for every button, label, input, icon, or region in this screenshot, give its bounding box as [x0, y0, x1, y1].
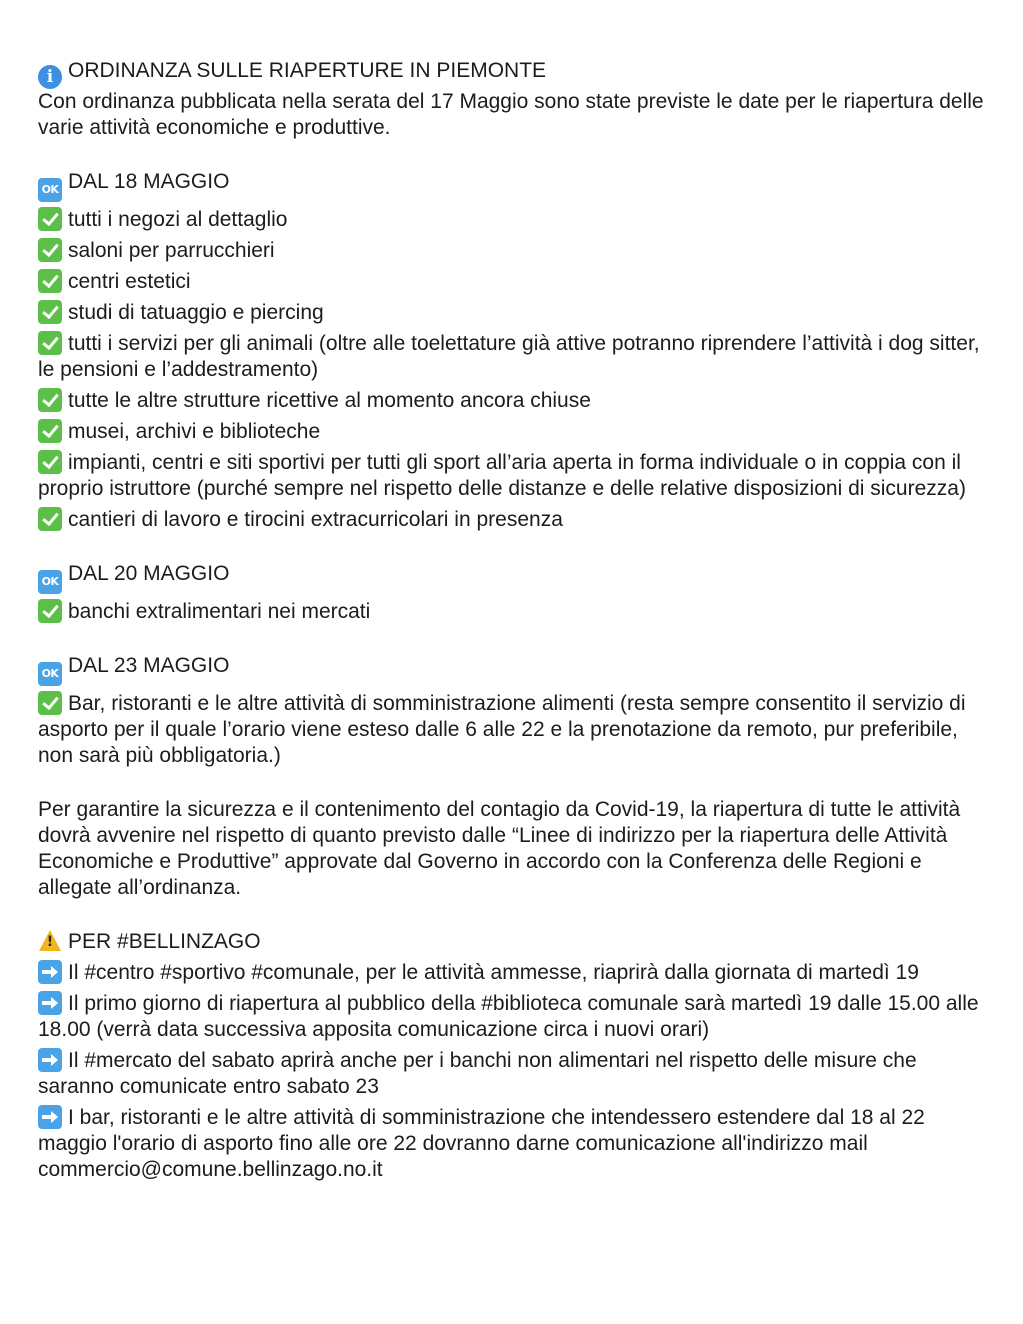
spacer: [38, 769, 993, 797]
ok-button-icon: OK: [38, 178, 62, 202]
title-block: [38, 58, 993, 141]
check-mark-button-icon: [38, 419, 62, 443]
list-item: [38, 599, 993, 625]
section-20-maggio: [38, 561, 993, 625]
check-mark-button-icon: [38, 691, 62, 715]
list-item-text: musei, archivi e biblioteche: [68, 420, 321, 443]
section-heading-text: PER #BELLINZAGO: [68, 930, 261, 953]
list-item-text: banchi extralimentari nei mercati: [68, 600, 371, 623]
list-item: [38, 331, 993, 383]
list-item: [38, 507, 993, 533]
check-mark-button-icon: [38, 599, 62, 623]
list-item-text: tutti i servizi per gli animali (oltre alle toelettature già attive potranno riprendere l’attività i dog sitter, le pensioni e l’addestramento): [38, 332, 980, 381]
information-icon: i: [38, 65, 62, 89]
list-item-text: cantieri di lavoro e tirocini extracurricolari in presenza: [68, 508, 563, 531]
check-mark-button-icon: [38, 450, 62, 474]
post-title-line: [38, 58, 993, 89]
list-item-text: I bar, ristoranti e le altre attività di somministrazione che intendessero estendere dal 18 al 22 maggio l'orario di asporto fino alle ore 22 dovranno darne comunicazione all'indirizzo mail commercio@comune.bellinzago.no.it: [38, 1106, 925, 1181]
section-23-maggio: [38, 653, 993, 769]
list-item: [38, 419, 993, 445]
right-arrow-icon: [38, 960, 62, 984]
spacer: [38, 533, 993, 561]
section-heading-text: DAL 18 MAGGIO: [68, 170, 230, 193]
list-item: [38, 691, 993, 769]
list-item: [38, 300, 993, 326]
section-heading: [38, 929, 993, 955]
spacer: [38, 625, 993, 653]
intro-paragraph: Con ordinanza pubblicata nella serata del 17 Maggio sono state previste le date per le riapertura delle varie attività economiche e produttive.: [38, 90, 984, 139]
section-heading: [38, 169, 993, 202]
list-item: [38, 269, 993, 295]
ok-button-icon: OK: [38, 570, 62, 594]
check-mark-button-icon: [38, 207, 62, 231]
check-mark-button-icon: [38, 300, 62, 324]
right-arrow-icon: [38, 1105, 62, 1129]
list-item: [38, 1105, 993, 1183]
check-mark-button-icon: [38, 507, 62, 531]
section-heading-text: DAL 20 MAGGIO: [68, 562, 230, 585]
right-arrow-icon: [38, 1048, 62, 1072]
check-mark-button-icon: [38, 238, 62, 262]
check-mark-button-icon: [38, 269, 62, 293]
section-heading-text: DAL 23 MAGGIO: [68, 654, 230, 677]
list-item-text: studi di tatuaggio e piercing: [68, 301, 324, 324]
spacer: [38, 901, 993, 929]
list-item-text: Il #centro #sportivo #comunale, per le attività ammesse, riaprirà dalla giornata di martedì 19: [68, 961, 919, 984]
list-item-text: saloni per parrucchieri: [68, 239, 275, 262]
list-item: [38, 238, 993, 264]
list-item-text: tutte le altre strutture ricettive al momento ancora chiuse: [68, 389, 591, 412]
post-document: [38, 58, 993, 1183]
right-arrow-icon: [38, 991, 62, 1015]
section-18-maggio: [38, 169, 993, 533]
list-item: [38, 991, 993, 1043]
section-bellinzago: [38, 929, 993, 1183]
list-item-text: Bar, ristoranti e le altre attività di somministrazione alimenti (resta sempre consentito il servizio di asporto per il quale l’orario viene esteso dalle 6 alle 22 e la prenotazione da remoto, pur preferibile, non sarà più obbligatoria.): [38, 692, 966, 767]
list-item: [38, 388, 993, 414]
list-item-text: impianti, centri e siti sportivi per tutti gli sport all’aria aperta in forma individuale o in coppia con il proprio istruttore (purché sempre nel rispetto delle distanze e delle relative disposizioni di sicurezza): [38, 451, 966, 500]
list-item: [38, 1048, 993, 1100]
post-title: ORDINANZA SULLE RIAPERTURE IN PIEMONTE: [68, 59, 547, 82]
section-heading: [38, 653, 993, 686]
list-item: [38, 960, 993, 986]
warning-icon: [38, 929, 62, 953]
list-item: [38, 450, 993, 502]
ok-button-icon: OK: [38, 662, 62, 686]
spacer: [38, 141, 993, 169]
covid-paragraph: Per garantire la sicurezza e il contenimento del contagio da Covid-19, la riapertura di tutte le attività dovrà avvenire nel rispetto di quanto previsto dalle “Linee di indirizzo per la riapertura delle Attività Economiche e Produttive” approvate dal Governo in accordo con la Conferenza delle Regioni e allegate all’ordinanza.: [38, 798, 961, 899]
check-mark-button-icon: [38, 331, 62, 355]
section-heading: [38, 561, 993, 594]
list-item-text: centri estetici: [68, 270, 191, 293]
list-item-text: Il primo giorno di riapertura al pubblico della #biblioteca comunale sarà martedì 19 dalle 15.00 alle 18.00 (verrà data successiva apposita comunicazione circa i nuovi orari): [38, 992, 979, 1041]
check-mark-button-icon: [38, 388, 62, 412]
list-item: [38, 207, 993, 233]
list-item-text: Il #mercato del sabato aprirà anche per i banchi non alimentari nel rispetto delle misure che saranno comunicate entro sabato 23: [38, 1049, 917, 1098]
list-item-text: tutti i negozi al dettaglio: [68, 208, 288, 231]
